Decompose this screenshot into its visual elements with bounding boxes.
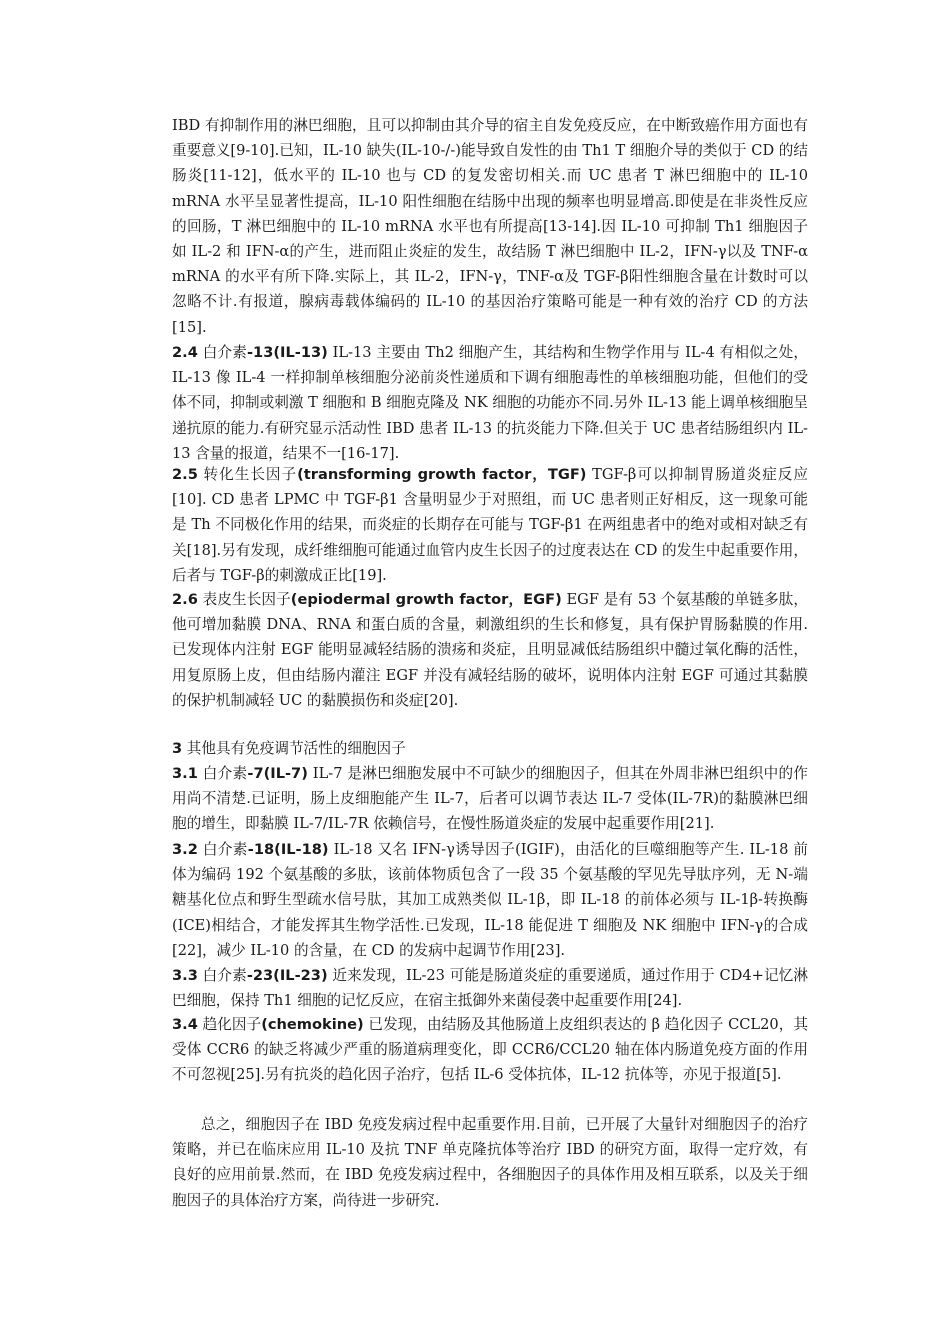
section-heading: 白介素 [202, 344, 247, 361]
section-2-5-tgf [172, 462, 808, 588]
section-term: -13(IL-13) [247, 344, 328, 361]
section-3-1-il7 [172, 761, 808, 837]
section-body: 已发现，由结肠及其他肠道上皮组织表达的 β 趋化因子 CCL20，其受体 CCR6 的缺乏将减少严重的肠道病理变化，即 CCR6/CCL20 轴在体内肠道免疫方面的作用不可忽视[25].另有抗炎的趋化因子治疗，包括 IL-6 受体抗体，IL-12 抗体等，亦见于报道[5]. [172, 1016, 808, 1084]
section-number: 2.5 [172, 466, 198, 483]
section-number: 3.3 [172, 967, 198, 984]
section-number: 3.4 [172, 1016, 198, 1033]
section-body: IL-7 是淋巴细胞发展中不可缺少的细胞因子，但其在外周非淋巴组织中的作用尚不清楚.已证明，肠上皮细胞能产生 IL-7，后者可以调节表达 IL-7 受体(IL-7R)的黏膜淋巴细胞的增生，即黏膜 IL-7/IL-7R 依赖信号，在慢性肠道炎症的发展中起重要作用[21]. [172, 765, 808, 833]
section-term: -23(IL-23) [246, 967, 328, 984]
section-3-2-il18 [172, 837, 808, 963]
section-term: -18(IL-18) [247, 841, 329, 858]
section-term: (transforming growth factor，TGF) [297, 466, 587, 483]
section-number: 3 [172, 740, 183, 757]
section-number: 3.1 [172, 765, 198, 782]
section-heading: 白介素 [202, 841, 248, 858]
section-body: IL-13 主要由 Th2 细胞产生，其结构和生物学作用与 IL-4 有相似之处，IL-13 像 IL-4 一样抑制单核细胞分泌前炎性递质和下调有细胞毒性的单核细胞功能，但他们的受体不同，抑制或刺激 T 细胞和 B 细胞克隆及 NK 细胞的功能亦不同.另外 IL-13 能上调单核细胞呈递抗原的能力.有研究显示活动性 IBD 患者 IL-13 的抗炎能力下降.但关于 UC 患者结肠组织内 IL-13 含量的报道，结果不一[16-17]. [172, 344, 808, 462]
section-number: 2.4 [172, 344, 198, 361]
section-heading: 其他具有免疫调节活性的细胞因子 [182, 740, 406, 757]
section-3-title [172, 736, 808, 761]
section-number: 3.2 [172, 841, 198, 858]
section-term: (chemokine) [261, 1016, 364, 1033]
section-term: -7(IL-7) [247, 765, 308, 782]
section-2-6-egf [172, 587, 808, 713]
paragraph-conclusion: 总之，细胞因子在 IBD 免疫发病过程中起重要作用.目前，已开展了大量针对细胞因子的治疗策略，并已在临床应用 IL-10 及抗 TNF 单克隆抗体等治疗 IBD 的研究方面，取得一定疗效，有良好的应用前景.然而，在 IBD 免疫发病过程中，各细胞因子的具体作用及相互联系，以及关于细胞因子的具体治疗方案，尚待进一步研究. [172, 1116, 808, 1209]
paragraph-il10: IBD 有抑制作用的淋巴细胞，且可以抑制由其介导的宿主自发免疫反应，在中断致癌作用方面也有重要意义[9-10].已知，IL-10 缺失(IL-10-/-)能导致自发性的由 Th1 T 细胞介导的类似于 CD 的结肠炎[11-12]，低水平的 IL-10 也与 CD 的复发密切相关.而 UC 患者 T 淋巴细胞中的 IL-10 mRNA 水平呈显著性提高，IL-10 阳性细胞在结肠中出现的频率也明显增高.即使是在非炎性反应的回肠，T 淋巴细胞中的 IL-10 mRNA 水平也有所提高[13-14].因 IL-10 可抑制 Th1 细胞因子如 IL-2 和 IFN-α的产生，进而阻止炎症的发生，故结肠 T 淋巴细胞中 IL-2，IFN-γ以及 TNF-α mRNA 的水平有所下降.实际上，其 IL-2，IFN-γ，TNF-α及 TGF-β阳性细胞含量在计数时可以忽略不计.有报道，腺病毒载体编码的 IL-10 的基因治疗策略可能是一种有效的治疗 CD 的方法[15]. [172, 117, 808, 336]
section-heading: 白介素 [202, 765, 248, 782]
section-3-3-il23 [172, 963, 808, 1013]
section-number: 2.6 [172, 591, 198, 608]
section-body: IL-18 又名 IFN-γ诱导因子(IGIF)，由活化的巨噬细胞等产生. IL-18 前体为编码 192 个氨基酸的多肽，该前体物质包含了一段 35 个氨基酸的罕见先导肽序列，无 N-端糖基化位点和野生型疏水信号肽，其加工成熟类似 IL-1β，即 IL-18 的前体必须与 IL-1β-转换酶(ICE)相结合，才能发挥其生物学活性.已发现，IL-18 能促进 T 细胞及 NK 细胞中 IFN-γ的合成[22]，减少 IL-10 的含量，在 CD 的发病中起调节作用[23]. [172, 841, 808, 959]
section-body: EGF 是有 53 个氨基酸的单链多肽，他可增加黏膜 DNA、RNA 和蛋白质的含量，刺激组织的生长和修复，具有保护胃肠黏膜的作用.已发现体内注射 EGF 能明显减轻结肠的溃疡和炎症，且明显减低结肠组织中髓过氧化酶的活性，用复原肠上皮，但由结肠内灌注 EGF 并没有减轻结肠的破坏，说明体内注射 EGF 可通过其黏膜的保护机制减轻 UC 的黏膜损伤和炎症[20]. [172, 591, 808, 709]
section-3-4-chemokine [172, 1012, 808, 1088]
section-heading: 表皮生长因子 [202, 591, 291, 608]
section-2-4-il13 [172, 340, 808, 466]
section-heading: 趋化因子 [202, 1016, 262, 1033]
section-term: (epiodermal growth factor，EGF) [290, 591, 562, 608]
section-body: 近来发现，IL-23 可能是肠道炎症的重要递质，通过作用于 CD4+记忆淋巴细胞，保持 Th1 细胞的记忆反应，在宿主抵御外来菌侵袭中起重要作用[24]. [172, 967, 808, 1010]
section-heading: 转化生长因子 [203, 466, 298, 483]
section-heading: 白介素 [202, 967, 247, 984]
section-body: TGF-β可以抑制胃肠道炎症反应[10]. CD 患者 LPMC 中 TGF-β1 含量明显少于对照组，而 UC 患者则正好相反，这一现象可能是 Th 不同极化作用的结果，而炎症的长期存在可能与 TGF-β1 在两组患者中的绝对或相对缺乏有关[18].另有发现，成纤维细胞可能通过血管内皮生长因子的过度表达在 CD 的发生中起重要作用，后者与 TGF-β的刺激成正比[19]. [172, 466, 808, 584]
